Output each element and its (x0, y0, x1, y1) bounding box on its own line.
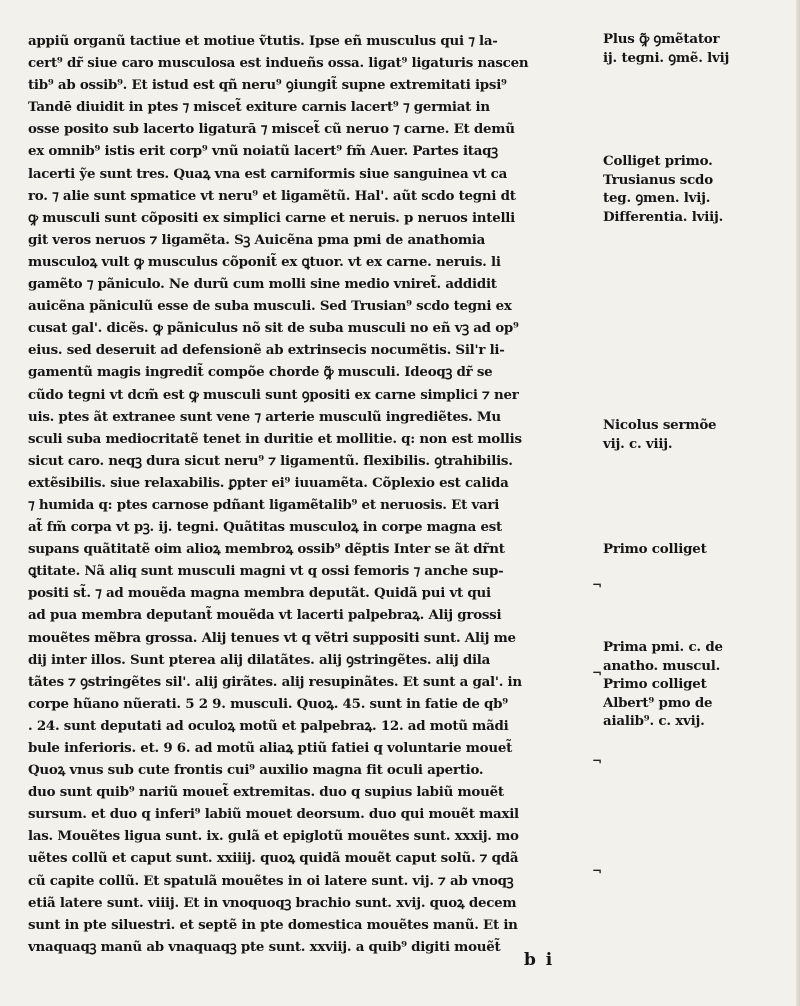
margin-note-primo-colliget (603, 540, 793, 559)
line-continuation-mark: ¬ (592, 578, 603, 592)
text-line: gamẽto ⁊ pãniculo. Ne durũ cum molli sine medio vniret̃. addidit (28, 276, 497, 293)
text-line: Tandē diuidit in ptes ⁊ miscet̃ exiture carnis lacert⁹ ⁊ germiat in (28, 99, 490, 116)
text-line: ⁊ humida q: ptes carnose pdñant ligamẽtalib⁹ et neruosis. Et vari (28, 496, 500, 513)
text-line: uis. ptes ãt extranee sunt vene ⁊ arterie musculũ ingrediẽtes. Mu (28, 408, 501, 425)
margin-note-line: Colliget primo. (603, 153, 713, 169)
text-line: tib⁹ ab ossib⁹. Et istud est qñ neru⁹ ꝯiungit̃ supne extremitati ipsi⁹ (28, 77, 507, 94)
line-continuation-mark: ¬ (592, 666, 603, 680)
margin-note-line: Prima pmi. c. de (603, 639, 723, 655)
text-line: ꝗtitate. Nã aliq sunt musculi magni vt q ossi femoris ⁊ anche sup- (28, 563, 504, 580)
text-line: cusat gal'. dicẽs. ꝙ pãniculus nõ sit de suba musculi no eñ vꝫ ad op⁹ (28, 320, 519, 337)
line-continuation-mark: ¬ (592, 754, 603, 768)
margin-note-line: Plus ꝙ̃ ꝯmẽtator (603, 31, 720, 47)
text-line: mouẽtes mẽbra grossa. Alij tenues vt q vẽtri suppositi sunt. Alij me (28, 629, 516, 646)
text-line: sicut caro. neqꝫ dura sicut neru⁹ ⁊ ligamentũ. flexibilis. ꝯtrahibilis. (28, 452, 513, 469)
text-line: supans quãtitatẽ oim alioꝝ membroꝝ ossib⁹ dẽptis Inter se ãt dr̃nt (28, 541, 505, 558)
text-line: osse posito sub lacerto ligaturā ⁊ miscet̃ cũ neruo ⁊ carne. Et demũ (28, 121, 515, 138)
text-line: cert⁹ dr̃ siue caro musculosa est indueñs ossa. ligat⁹ ligaturis nascen (28, 55, 529, 72)
text-line: positi st̃. ⁊ ad mouẽda magna membra deputãt. Quidã pui vt qui (28, 585, 491, 602)
text-line: uẽtes collũ et caput sunt. xxiiij. quoꝝ quidã mouẽt caput solũ. ⁊ qdã (28, 850, 519, 867)
line-continuation-mark: ¬ (592, 864, 603, 878)
margin-note-line: aialib⁹. c. xvij. (603, 713, 705, 729)
text-line: tãtes ⁊ ꝯstringẽtes sil'. alij girãtes. alij resupinãtes. Et sunt a gal'. in (28, 673, 522, 690)
margin-note-line: vij. c. viij. (603, 435, 673, 452)
margin-note-line: Primo colliget (603, 541, 707, 557)
margin-note-line: Nicolus sermõe (603, 417, 717, 433)
text-line: sunt in pte siluestri. et septẽ in pte domestica mouẽtes manũ. Et in (28, 916, 518, 933)
text-line: duo sunt quib⁹ nariũ mouet̃ extremitas. duo q supius labiũ mouẽt (28, 784, 504, 801)
text-line: ꝙ musculi sunt cõpositi ex simplici carne et neruis. p neruos intelli (28, 209, 515, 226)
text-line: las. Mouẽtes ligua sunt. ix. gulã et epiglotũ mouẽtes sunt. xxxij. mo (28, 828, 519, 845)
text-line: ad pua membra deputant̃ mouẽda vt lacerti palpebraꝝ. Alij grossi (28, 607, 502, 624)
margin-note-line: teg. ꝯmen. lvij. (603, 190, 711, 206)
text-line: cũ capite collũ. Et spatulã mouẽtes in oi latere sunt. vij. ⁊ ab vnoqꝫ (28, 872, 514, 889)
text-line: cũdo tegni vt dcm̃ est ꝙ musculi sunt ꝯpositi ex carne simplici ⁊ ner (28, 386, 519, 403)
text-line: at̃ fm̃ corpa vt pꝫ. ij. tegni. Quãtitas musculoꝝ in corpe magna est (28, 519, 502, 536)
text-line: bule inferioris. et. 9 6. ad motũ aliaꝝ ptiũ fatiei q voluntarie mouet̃ (28, 740, 513, 756)
margin-note-line: Differentia. lviij. (603, 208, 724, 225)
text-line: ro. ⁊ alie sunt spmatice vt neru⁹ et ligamẽtũ. Hal'. aũt scdo tegni dt (28, 187, 516, 204)
signature-mark: b i (524, 950, 555, 970)
text-line: . 24. sunt deputati ad oculoꝝ motũ et palpebraꝝ. 12. ad motũ mãdi (28, 717, 509, 734)
text-line: lacerti ỹe sunt tres. Quaꝝ vna est carniformis siue sanguinea vt ca (28, 165, 507, 182)
text-line: extẽsibilis. siue relaxabilis. ꝑpter ei⁹ iuuamẽta. Cõplexio est calida (28, 474, 509, 491)
text-line: eius. sed deseruit ad defensionẽ ab extrinsecis nocumẽtis. Sil'r li- (28, 342, 505, 359)
text-line: appiũ organũ tactiue et motiue ṽtutis. Ipse eñ musculus qui ⁊ la- (28, 33, 498, 49)
text-line: sculi suba mediocritatẽ tenet in duritie et mollitie. q: non est mollis (28, 430, 522, 447)
text-line: etiã latere sunt. viiij. Et in vnoquoqꝫ brachio sunt. xvij. quoꝝ decem (28, 894, 517, 911)
text-line: vnaquaqꝫ manũ ab vnaquaqꝫ pte sunt. xxviij. a quib⁹ digiti mouẽt̃ (28, 938, 501, 955)
text-line: auicẽna pãniculũ esse de suba musculi. Sed Trusian⁹ scdo tegni ex (28, 298, 512, 315)
text-line: gamentũ magis ingredit̃ compõe chorde ꝙ̃ musculi. Ideoqꝫ dr̃ se (28, 364, 493, 381)
page-edge (796, 0, 800, 1006)
text-line: sursum. et duo q inferi⁹ labiũ mouet deorsum. duo qui mouẽt maxil (28, 806, 519, 823)
margin-note-line: Trusianus scdo (603, 171, 713, 188)
main-text-column (28, 30, 590, 958)
text-line: git veros neruos ⁊ ligamẽta. Sꝫ Auicẽna pma pmi de anathomia (28, 231, 486, 248)
margin-note-line: ij. tegni. ꝯmẽ. lvij (603, 49, 730, 66)
text-line: ex omnib⁹ istis erit corp⁹ vnũ noiatũ lacert⁹ fm̃ Auer. Partes itaqꝫ (28, 143, 498, 160)
margin-note-line: Primo colliget (603, 676, 707, 692)
margin-note-prima-primi (603, 638, 793, 731)
margin-note-plus-commentator (603, 30, 793, 67)
margin-note-colliget-trusianus (603, 152, 793, 226)
margin-note-line: Albert⁹ pmo de (603, 694, 713, 711)
text-line: corpe hũano nũerati. 5 2 9. musculi. Quoꝝ. 45. sunt in fatie de qb⁹ (28, 695, 508, 712)
text-line: dij inter illos. Sunt pterea alij dilatãtes. alij ꝯstringẽtes. alij dila (28, 651, 491, 668)
text-line: musculoꝝ vult ꝙ musculus cõponit̃ ex ꝗtuor. vt ex carne. neruis. li (28, 253, 501, 270)
text-line: Quoꝝ vnus sub cute frontis cui⁹ auxilio magna fit oculi apertio. (28, 762, 484, 779)
margin-note-line: anatho. muscul. (603, 657, 721, 674)
margin-note-nicolus (603, 416, 793, 453)
